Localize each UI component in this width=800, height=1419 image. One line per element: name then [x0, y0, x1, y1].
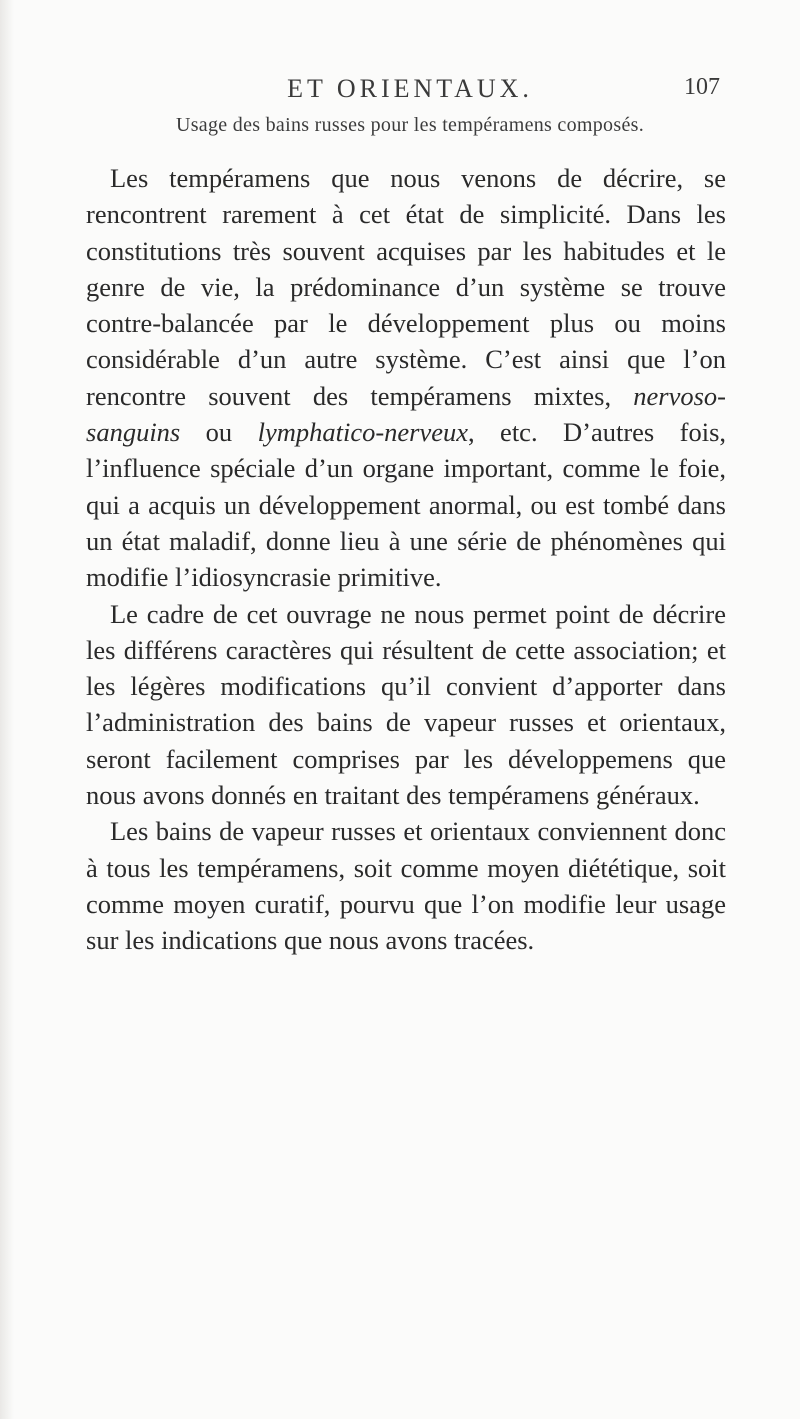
italic-term-lymphatico-nerveux: lymphatico-nerveux — [257, 417, 469, 448]
body-text — [86, 160, 726, 959]
paragraph-1 — [86, 160, 726, 596]
binding-shadow — [0, 0, 14, 1419]
section-heading: Usage des bains russes pour les tempéramens composés. — [175, 114, 645, 136]
paragraph-2: Le cadre de cet ouvrage ne nous permet point de décrire les différens caractères qui résultent de cette association; et les légères modifications qu’il convient d’apporter dans l’administration des bains de vapeur russes et orientaux, seront facilement comprises par les développemens que nous avons donnés en traitant des tempéramens généraux. — [86, 598, 726, 811]
running-title: ET ORIENTAUX. — [287, 74, 533, 103]
italic-term-nervoso-sanguins: nervoso-sanguins — [86, 380, 726, 448]
page-header — [100, 74, 720, 114]
paragraph-3: Les bains de vapeur russes et orientaux conviennent donc à tous les tempéramens, soit comme moyen diététique, soit comme moyen curatif, pourvu que l’on modifie leur usage sur les indications que nous avons tracées. — [86, 816, 726, 956]
paragraph-1-continuation: , etc. D’autres fois, l’influence spéciale d’un organe important, comme le foie, qui a acquis un développement anormal, ou est tombé dans un état maladif, donne lieu à une série de phénomènes qui modifie l’idiosyncrasie primitive. — [86, 417, 727, 593]
paragraph-1-text: Les tempéramens que nous venons de décrire, se rencontrent rarement à cet état de simplicité. Dans les constitutions très souvent acquises par les habitudes et le genre de vie, la prédominance d’un système se trouve contre-balancée par le développement plus ou moins considérable d’un autre système. C’est ainsi que l’on rencontre souvent des tempéramens mixtes, — [86, 163, 726, 411]
page-number: 107 — [684, 74, 720, 100]
paragraph-1-connector: ou — [180, 417, 258, 448]
